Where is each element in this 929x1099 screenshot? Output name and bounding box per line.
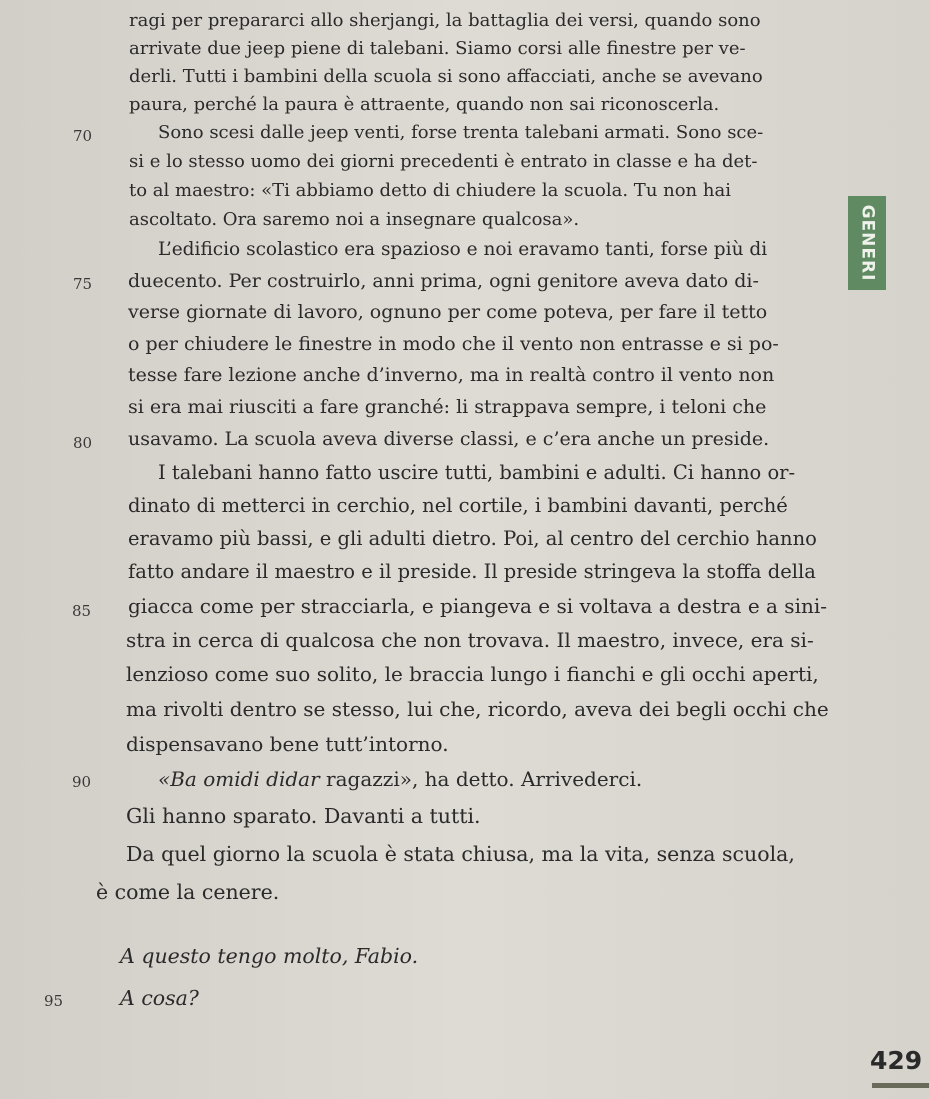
text-line: verse giornate di lavoro, ognuno per come poteva, per fare il tetto (128, 301, 768, 323)
section-tab-label: GENERI (857, 204, 878, 282)
text-line: Sono scesi dalle jeep venti, forse trenta talebani armati. Sono sce- (158, 122, 764, 143)
text-line: arrivate due jeep piene di talebani. Siamo corsi alle finestre per ve- (129, 38, 746, 59)
line-number: 85 (72, 602, 92, 620)
text-line: o per chiudere le finestre in modo che il vento non entrasse e si po- (128, 333, 779, 355)
line-number: 80 (73, 434, 93, 452)
text-line: «Ba omidi didar ragazzi», ha detto. Arrivederci. (158, 767, 643, 791)
italic-phrase: «Ba omidi didar (158, 767, 320, 791)
text-line: giacca come per stracciarla, e piangeva e si voltava a destra e a sini- (128, 594, 828, 618)
text-line: A cosa? (120, 986, 199, 1010)
text-line: tesse fare lezione anche d’inverno, ma in realtà contro il vento non (128, 364, 775, 386)
text-line: paura, perché la paura è attraente, quando non sai riconoscerla. (129, 94, 720, 115)
line-number: 70 (73, 127, 93, 145)
text-line: usavamo. La scuola aveva diverse classi, e c’era anche un preside. (128, 428, 770, 450)
text-line: si e lo stesso uomo dei giorni precedenti è entrato in classe e ha det- (129, 151, 758, 172)
text-line: è come la cenere. (96, 880, 280, 904)
text-line: to al maestro: «Ti abbiamo detto di chiudere la scuola. Tu non hai (129, 180, 731, 201)
text-line: fatto andare il maestro e il preside. Il preside stringeva la stoffa della (128, 560, 816, 583)
text-line: stra in cerca di qualcosa che non trovava. Il maestro, invece, era si- (126, 628, 814, 652)
section-tab-label-wrap (848, 196, 886, 290)
line-number: 95 (44, 992, 64, 1010)
text-line: A questo tengo molto, Fabio. (120, 944, 419, 968)
text-line: derli. Tutti i bambini della scuola si sono affacciati, anche se avevano (129, 66, 763, 87)
line-number: 75 (73, 275, 93, 293)
text-line: dinato di metterci in cerchio, nel cortile, i bambini davanti, perché (128, 494, 788, 517)
text-line: Da quel giorno la scuola è stata chiusa, ma la vita, senza scuola, (126, 842, 795, 866)
text-line: ragi per prepararci allo sherjangi, la battaglia dei versi, quando sono (129, 10, 761, 31)
text-line: duecento. Per costruirlo, anni prima, ogni genitore aveva dato di- (128, 270, 759, 292)
page-number: 429 (870, 1046, 923, 1075)
text-line: eravamo più bassi, e gli adulti dietro. Poi, al centro del cerchio hanno (128, 527, 817, 550)
text-line: lenzioso come suo solito, le braccia lungo i fianchi e gli occhi aperti, (126, 662, 819, 686)
text-line: ma rivolti dentro se stesso, lui che, ricordo, aveva dei begli occhi che (126, 697, 829, 721)
text-line: Gli hanno sparato. Davanti a tutti. (126, 804, 481, 828)
text-line: si era mai riusciti a fare granché: li strappava sempre, i teloni che (128, 396, 767, 418)
page-number-rule (872, 1083, 929, 1088)
line-number: 90 (72, 773, 92, 791)
text-line: L’edificio scolastico era spazioso e noi eravamo tanti, forse più di (158, 239, 768, 260)
text-line: ascoltato. Ora saremo noi a insegnare qualcosa». (129, 209, 580, 230)
text-line: dispensavano bene tutt’intorno. (126, 732, 449, 756)
text-line: I talebani hanno fatto uscire tutti, bambini e adulti. Ci hanno or- (158, 461, 796, 484)
